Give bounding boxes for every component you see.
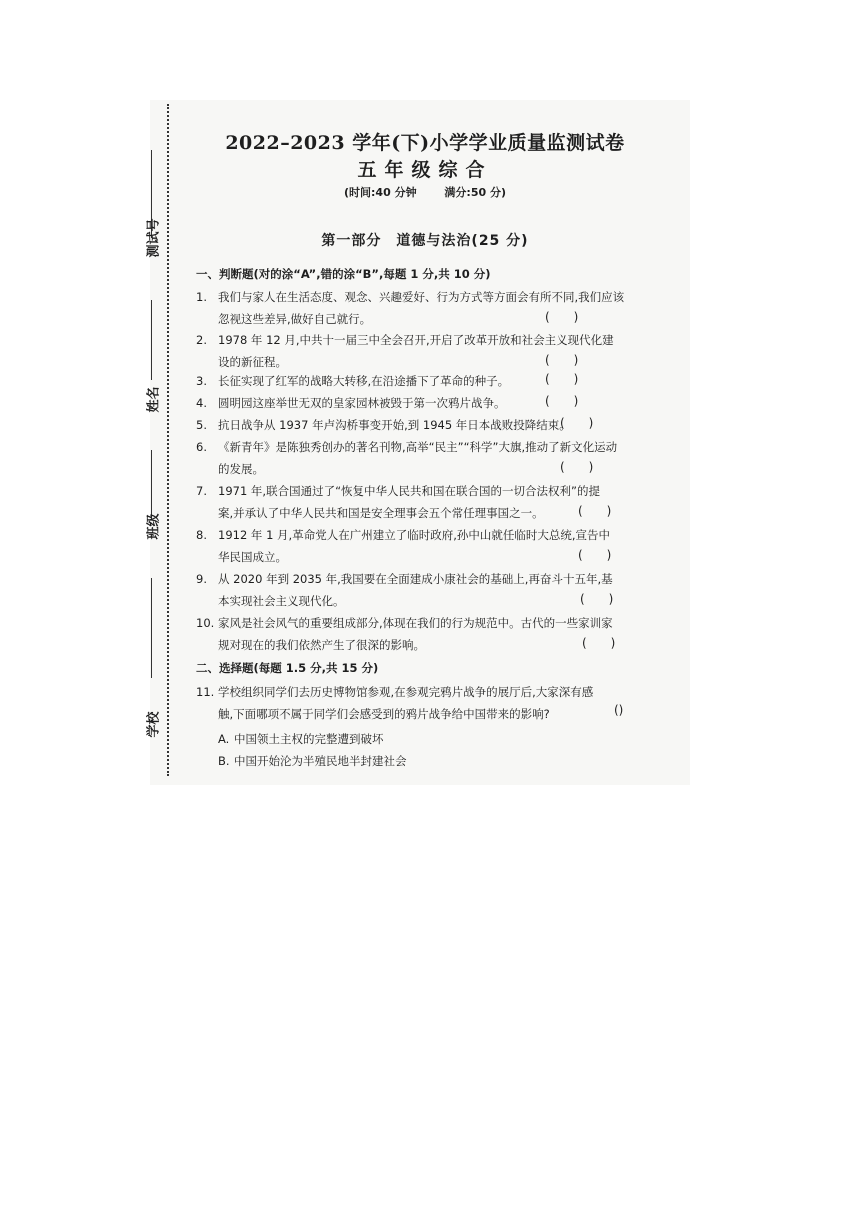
question-text: 我们与家人在生活态度、观念、兴趣爱好、行为方式等方面会有所不同,我们应该 <box>218 290 625 304</box>
option-a[interactable] <box>218 731 384 747</box>
answer-paren[interactable]: ( ) <box>545 394 579 408</box>
option-letter: A. <box>218 732 230 746</box>
question-number: 7. <box>196 484 207 498</box>
question-text-cont: 本实现社会主义现代化。 <box>218 594 345 608</box>
question-text-cont: 华民国成立。 <box>218 550 287 564</box>
question-text: 《新青年》是陈独秀创办的著名刊物,高举“民主”“科学”大旗,推动了新文化运动 <box>218 440 618 454</box>
question-number: 10. <box>196 616 215 630</box>
question-text-cont: 的发展。 <box>218 462 264 476</box>
question-text: 1971 年,联合国通过了“恢复中华人民共和国在联合国的一切合法权利”的提 <box>218 484 600 498</box>
part-title: 第一部分 道德与法治(25 分) <box>321 233 529 249</box>
question-10 <box>196 612 646 656</box>
question-text: 学校组织同学们去历史博物馆参观,在参观完鸦片战争的展厅后,大家深有感 <box>218 685 594 699</box>
answer-paren[interactable]: ( ) <box>578 548 612 562</box>
answer-paren[interactable]: ( ) <box>578 504 612 518</box>
answer-paren[interactable]: () <box>614 703 624 717</box>
binding-blank-line <box>151 450 152 520</box>
question-number: 1. <box>196 290 207 304</box>
question-9 <box>196 568 646 612</box>
question-text-cont: 设的新征程。 <box>218 355 287 369</box>
question-text: 1978 年 12 月,中共十一届三中全会召开,开启了改革开放和社会主义现代化建 <box>218 333 614 347</box>
exam-score: 满分:50 分) <box>444 186 506 199</box>
question-text: 从 2020 年到 2035 年,我国要在全面建成小康社会的基础上,再奋斗十五年,基 <box>218 572 613 586</box>
answer-paren[interactable]: ( ) <box>580 592 614 606</box>
question-3 <box>196 370 646 392</box>
question-2 <box>196 329 646 373</box>
answer-paren[interactable]: ( ) <box>545 353 579 367</box>
question-text: 长征实现了红军的战略大转移,在沿途播下了革命的种子。 <box>218 374 510 388</box>
question-number: 4. <box>196 396 207 410</box>
question-4 <box>196 392 646 414</box>
question-text: 家风是社会风气的重要组成部分,体现在我们的行为规范中。古代的一些家训家 <box>218 616 613 630</box>
question-number: 9. <box>196 572 207 586</box>
exam-meta <box>175 184 675 200</box>
question-text: 抗日战争从 1937 年卢沟桥事变开始,到 1945 年日本战败投降结束。 <box>218 418 571 432</box>
section2-heading: 二、选择题(每题 1.5 分,共 15 分) <box>196 661 379 675</box>
question-text-cont: 案,并承认了中华人民共和国是安全理事会五个常任理事国之一。 <box>218 506 544 520</box>
exam-subtitle: 五年级综合 <box>357 159 493 181</box>
question-number: 11. <box>196 685 215 699</box>
answer-paren[interactable]: ( ) <box>560 416 594 430</box>
binding-blank-line <box>151 300 152 380</box>
label-school: 学校 <box>146 711 162 738</box>
question-text: 1912 年 1 月,革命党人在广州建立了临时政府,孙中山就任临时大总统,宣告中 <box>218 528 611 542</box>
answer-paren[interactable]: ( ) <box>545 372 579 386</box>
question-11 <box>196 681 646 725</box>
exam-title: 2022–2023 学年(下)小学学业质量监测试卷 <box>225 132 625 154</box>
question-text-cont: 忽视这些差异,做好自己就行。 <box>218 312 372 326</box>
question-number: 6. <box>196 440 207 454</box>
question-text-cont: 触,下面哪项不属于同学们会感受到的鸦片战争给中国带来的影响? <box>218 707 550 721</box>
question-number: 5. <box>196 418 207 432</box>
question-number: 2. <box>196 333 207 347</box>
answer-paren[interactable]: ( ) <box>545 310 579 324</box>
answer-paren[interactable]: ( ) <box>582 636 616 650</box>
option-letter: B. <box>218 754 230 768</box>
question-text: 圆明园这座举世无双的皇家园林被毁于第一次鸦片战争。 <box>218 396 506 410</box>
question-number: 8. <box>196 528 207 542</box>
option-text: 中国领土主权的完整遭到破坏 <box>234 732 384 746</box>
question-number: 3. <box>196 374 207 388</box>
exam-time: (时间:40 分钟 <box>344 186 417 199</box>
binding-dotted-line <box>167 104 169 776</box>
label-exam-number: 测试号 <box>146 218 162 258</box>
binding-blank-line <box>151 578 152 678</box>
question-1 <box>196 286 646 330</box>
option-text: 中国开始沦为半殖民地半封建社会 <box>234 754 407 768</box>
label-class: 班级 <box>146 513 162 540</box>
section1-heading: 一、判断题(对的涂“A”,错的涂“B”,每题 1 分,共 10 分) <box>196 267 491 281</box>
label-name: 姓名 <box>146 386 162 413</box>
option-b[interactable] <box>218 753 407 769</box>
question-text-cont: 规对现在的我们依然产生了很深的影响。 <box>218 638 425 652</box>
answer-paren[interactable]: ( ) <box>560 460 594 474</box>
